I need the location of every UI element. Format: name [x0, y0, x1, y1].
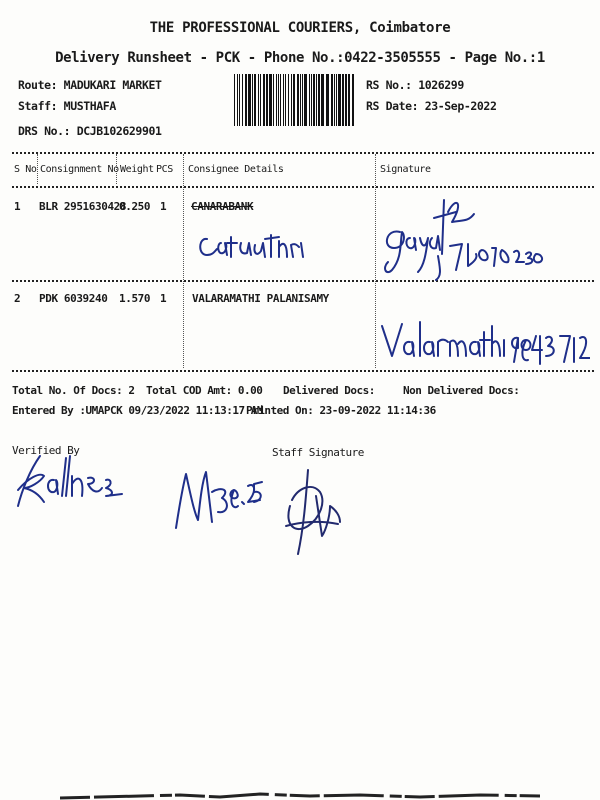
barcode-bar [336, 74, 337, 126]
barcode-bar [297, 74, 299, 126]
header-pcs: PCS [156, 164, 173, 175]
barcode-bar [260, 74, 261, 126]
row-1-pcs: 1 [160, 200, 167, 213]
barcode-bar [345, 74, 347, 126]
row-1-receiver-handwriting [195, 225, 305, 265]
barcode-bar [280, 74, 281, 126]
rs-number: RS No.: 1026299 [366, 78, 464, 92]
row-2-signature [380, 318, 590, 374]
row-2-consignee: VALARAMATHI PALANISAMY [192, 292, 329, 305]
row-2-consignment-no: PDK 6039240 [39, 292, 108, 305]
total-cod-amount: Total COD Amt: 0.00 [146, 384, 263, 397]
header-sno: S No [14, 164, 37, 175]
barcode-bar [258, 74, 259, 126]
delivered-docs: Delivered Docs: [283, 384, 375, 397]
document-title: THE PROFESSIONAL COURIERS, Coimbatore [149, 20, 451, 36]
barcode-bar [293, 74, 295, 126]
barcode-bar [252, 74, 253, 126]
barcode-bar [276, 74, 277, 126]
entered-by: Entered By :UMAPCK 09/23/2022 11:13:17 AM [12, 404, 264, 417]
document-subtitle: Delivery Runsheet - PCK - Phone No.:0422-3505555 - Page No.:1 [55, 50, 545, 66]
barcode-bar [283, 74, 284, 126]
non-delivered-docs: Non Delivered Docs: [403, 384, 520, 397]
staff-label: Staff: MUSTHAFA [18, 99, 116, 113]
barcode-bar [311, 74, 312, 126]
header-weight: Weight [120, 164, 154, 175]
scan-edge-mark [60, 790, 540, 800]
row-2-weight: 1.570 [119, 292, 151, 305]
initials-signature [168, 462, 268, 534]
verified-by-label: Verified By [12, 444, 80, 457]
barcode-bar [234, 74, 235, 126]
row-1-consignment-no: BLR 2951630428 [39, 200, 127, 213]
barcode-bar [266, 74, 268, 126]
total-docs: Total No. Of Docs: 2 [12, 384, 135, 397]
barcode-bar [321, 74, 324, 126]
barcode-bar [304, 74, 307, 126]
header-consignee-details: Consignee Details [188, 164, 284, 175]
column-divider [37, 154, 38, 184]
row-2-pcs: 1 [160, 292, 167, 305]
column-divider [183, 154, 184, 368]
barcode-bar [269, 74, 272, 126]
row-1-signature [378, 192, 548, 282]
barcode-bar [338, 74, 341, 126]
barcode-bar [352, 74, 354, 126]
row-1-consignee: CANARABANK [191, 200, 254, 213]
barcode-bar [291, 74, 292, 126]
barcode-bar [313, 74, 315, 126]
row-2-sno: 2 [14, 292, 21, 305]
row-1-weight: 0.250 [119, 200, 151, 213]
barcode-bar [300, 74, 301, 126]
barcode-image [232, 74, 356, 126]
barcode-bar [318, 74, 320, 126]
barcode-bar [348, 74, 350, 126]
drs-number: DRS No.: DCJB102629901 [18, 124, 162, 138]
barcode-bar [285, 74, 286, 126]
barcode-bar [309, 74, 310, 126]
barcode-bar [326, 74, 329, 126]
column-divider [375, 154, 376, 368]
header-consignment-no: Consignment No [40, 164, 119, 175]
staff-signature [280, 466, 344, 558]
rs-date: RS Date: 23-Sep-2022 [366, 99, 497, 113]
header-signature: Signature [380, 164, 431, 175]
barcode-bar [237, 74, 238, 126]
barcode-bar [342, 74, 344, 126]
barcode-bar [331, 74, 333, 126]
barcode-bar [242, 74, 243, 126]
printed-on: Printed On: 23-09-2022 11:14:36 [246, 404, 436, 417]
barcode-bar [302, 74, 303, 126]
staff-signature-label: Staff Signature [272, 446, 364, 459]
barcode-bar [239, 74, 240, 126]
barcode-bar [263, 74, 265, 126]
barcode-bar [288, 74, 289, 126]
verifier-signature [10, 450, 130, 512]
barcode-bar [248, 74, 251, 126]
barcode-bar [245, 74, 247, 126]
row-1-sno: 1 [14, 200, 21, 213]
table-header-divider [12, 186, 594, 188]
barcode-bar [273, 74, 274, 126]
table-top-divider [12, 152, 594, 154]
barcode-bar [316, 74, 317, 126]
route-label: Route: MADUKARI MARKET [18, 78, 162, 92]
barcode-bar [278, 74, 279, 126]
barcode-bar [254, 74, 256, 126]
barcode-bar [334, 74, 335, 126]
